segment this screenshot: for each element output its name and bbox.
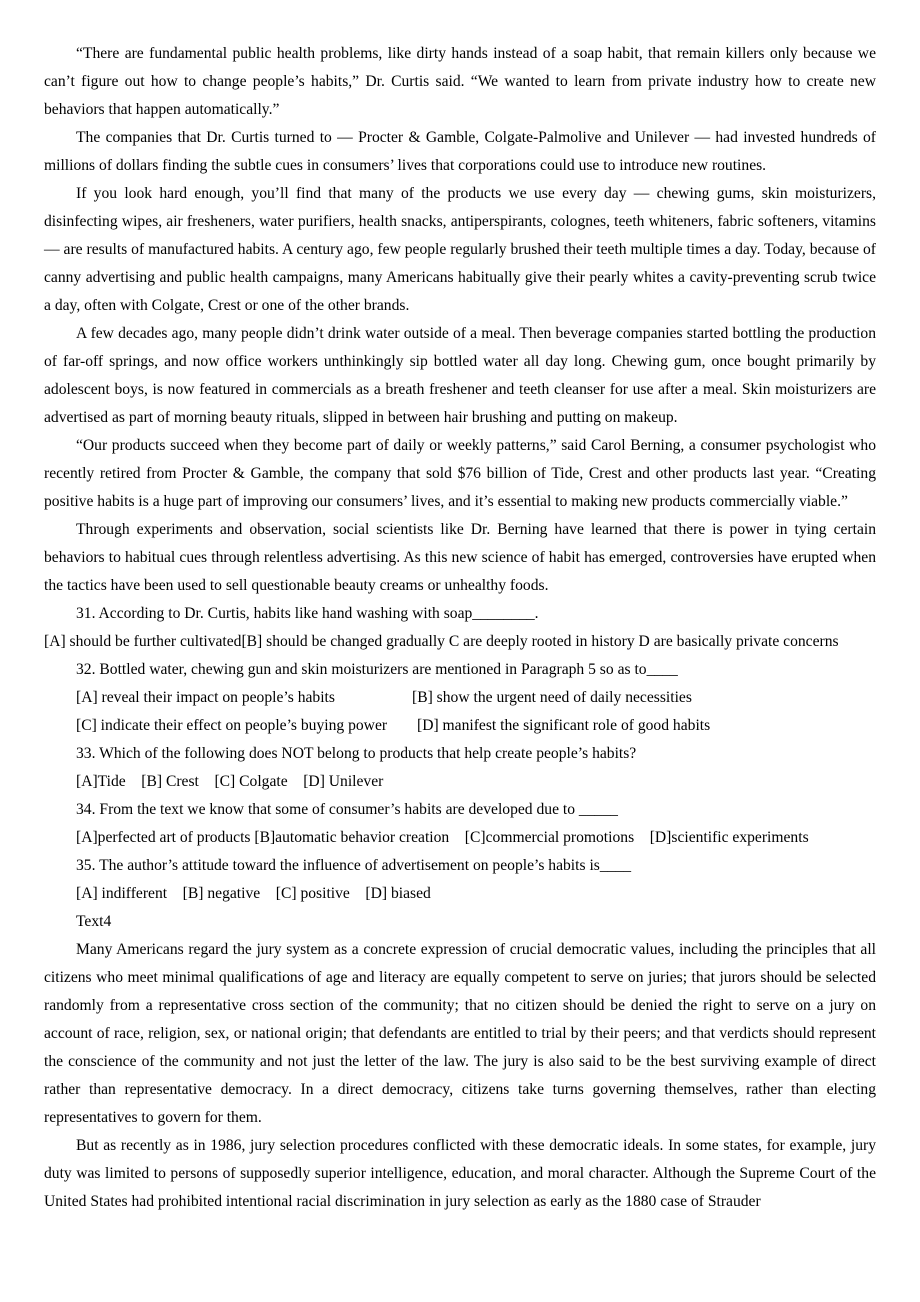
question-31-stem: 31. According to Dr. Curtis, habits like hand washing with soap________. bbox=[76, 605, 539, 622]
question-32-option-d: [D] manifest the significant role of good habits bbox=[417, 717, 711, 734]
text3-paragraph-2: The companies that Dr. Curtis turned to — Procter & Gamble, Colgate-Palmolive and Unilever — had invested hundreds of millions of dollars finding the subtle cues in consumers’ lives that corporations could use to introduce new routines. bbox=[44, 129, 876, 174]
question-31-options: [A] should be further cultivated[B] should be changed gradually C are deeply rooted in history D are basically private concerns bbox=[44, 633, 839, 650]
question-34-options: [A]perfected art of products [B]automatic behavior creation [C]commercial promotions [D]scientific experiments bbox=[76, 829, 809, 846]
question-32-options-row-1 bbox=[44, 684, 876, 712]
text3-paragraph-3: If you look hard enough, you’ll find that many of the products we use every day — chewing gums, skin moisturizers, disinfecting wipes, air fresheners, water purifiers, health snacks, antiperspirants, colognes, teeth whiteners, fabric softeners, vitamins— are results of manufactured habits. A century ago, few people regularly brushed their teeth multiple times a day. Today, because of canny advertising and public health campaigns, many Americans habitually give their pearly whites a cavity-preventing scrub twice a day, often with Colgate, Crest or one of the other brands. bbox=[44, 185, 876, 314]
question-34-stem: 34. From the text we know that some of consumer’s habits are developed due to _____ bbox=[76, 801, 618, 818]
question-32-option-a: [A] reveal their impact on people’s habits bbox=[76, 689, 335, 706]
question-35-stem: 35. The author’s attitude toward the influence of advertisement on people’s habits is____ bbox=[76, 857, 632, 874]
question-35-options: [A] indifferent [B] negative [C] positive [D] biased bbox=[76, 885, 431, 902]
text4-heading: Text4 bbox=[76, 913, 112, 930]
question-32-options-row-2 bbox=[44, 712, 876, 740]
text4-paragraph-2: But as recently as in 1986, jury selection procedures conflicted with these democratic ideals. In some states, for example, jury duty was limited to persons of supposedly superior intelligence, education, and moral character. Although the Supreme Court of the United States had prohibited intentional racial discrimination in jury selection as early as the 1880 case of Strauder bbox=[44, 1137, 876, 1210]
text3-paragraph-4: A few decades ago, many people didn’t drink water outside of a meal. Then beverage companies started bottling the production of far-off springs, and now office workers unthinkingly sip bottled water all day long. Chewing gum, once bought primarily by adolescent boys, is now featured in commercials as a breath freshener and teeth cleanser for use after a meal. Skin moisturizers are advertised as part of morning beauty rituals, slipped in between hair brushing and putting on makeup. bbox=[44, 325, 876, 426]
question-33-options: [A]Tide [B] Crest [C] Colgate [D] Unilever bbox=[76, 773, 384, 790]
question-32-option-b: [B] show the urgent need of daily necessities bbox=[412, 689, 692, 706]
question-33-stem: 33. Which of the following does NOT belong to products that help create people’s habits? bbox=[76, 745, 637, 762]
question-32-stem: 32. Bottled water, chewing gun and skin moisturizers are mentioned in Paragraph 5 so as to____ bbox=[76, 661, 678, 678]
text4-paragraph-1: Many Americans regard the jury system as a concrete expression of crucial democratic values, including the principles that all citizens who meet minimal qualifications of age and literacy are equally competent to serve on juries; that jurors should be selected randomly from a representative cross section of the community; that no citizen should be denied the right to serve on a jury on account of race, religion, sex, or national origin; that defendants are entitled to trial by their peers; and that verdicts should represent the conscience of the community and not just the letter of the law. The jury is also said to be the best surviving example of direct rather than representative democracy. In a direct democracy, citizens take turns governing themselves, rather than electing representatives to govern for them. bbox=[44, 941, 876, 1126]
question-32-option-c: [C] indicate their effect on people’s buying power bbox=[76, 717, 388, 734]
text3-paragraph-1: “There are fundamental public health problems, like dirty hands instead of a soap habit, that remain killers only because we can’t figure out how to change people’s habits,” Dr. Curtis said. “We wanted to learn from private industry how to create new behaviors that happen automatically.” bbox=[44, 45, 876, 118]
text3-paragraph-5: “Our products succeed when they become part of daily or weekly patterns,” said Carol Berning, a consumer psychologist who recently retired from Procter & Gamble, the company that sold $76 billion of Tide, Crest and other products last year. “Creating positive habits is a huge part of improving our consumers’ lives, and it’s essential to making new products commercially viable.” bbox=[44, 437, 876, 510]
text3-paragraph-6: Through experiments and observation, social scientists like Dr. Berning have learned that there is power in tying certain behaviors to habitual cues through relentless advertising. As this new science of habit has emerged, controversies have erupted when the tactics have been used to sell questionable beauty creams or unhealthy foods. bbox=[44, 521, 876, 594]
